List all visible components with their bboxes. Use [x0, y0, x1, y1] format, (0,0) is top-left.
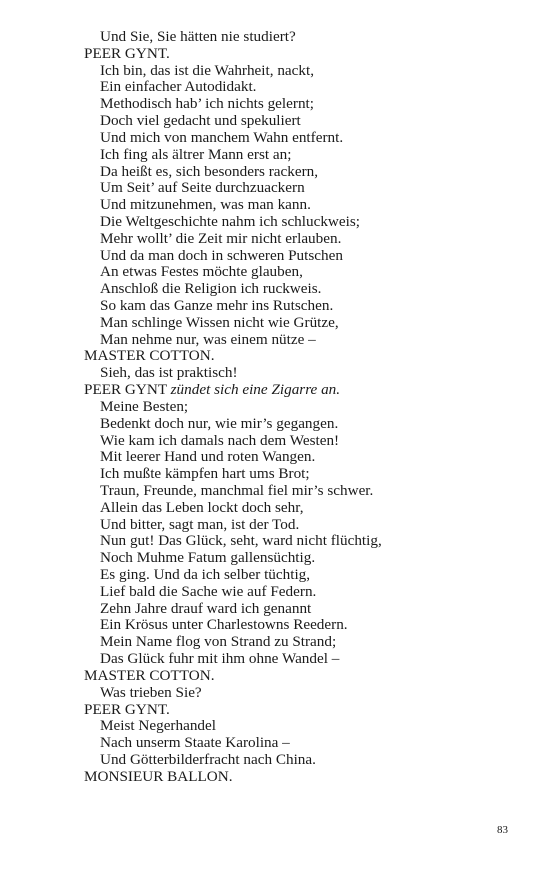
verse-line: [84, 180, 524, 197]
verse-text: Da heißt es, sich besonders rackern,: [100, 162, 319, 180]
stage-direction: zündet sich eine Zigarre an.: [170, 381, 341, 399]
verse-line: [84, 298, 524, 315]
verse-line: [84, 550, 524, 567]
verse-line: [84, 685, 524, 702]
verse-text: Nach unserm Staate Karolina –: [100, 734, 290, 752]
verse-line: [84, 281, 524, 298]
speaker-name: [84, 702, 524, 719]
verse-text: Methodisch hab’ ich nichts gelernt;: [100, 95, 314, 113]
verse-line: [84, 130, 524, 147]
speaker-name: [84, 382, 524, 399]
verse-text: So kam das Ganze mehr ins Rutschen.: [100, 297, 334, 314]
verse-line: [84, 416, 524, 433]
verse-line: [84, 63, 524, 80]
verse-text: Ich mußte kämpfen hart ums Brot;: [100, 465, 310, 483]
verse-text: Sieh, das ist praktisch!: [100, 364, 238, 382]
verse-text: Traun, Freunde, manchmal fiel mir’s schwer.: [100, 481, 374, 499]
verse-text: Und mich von manchem Wahn entfernt.: [100, 128, 344, 146]
page-number: 83: [497, 824, 508, 836]
verse-text: Man schlinge Wissen nicht wie Grütze,: [100, 313, 339, 331]
verse-text: Mit leerer Hand und roten Wangen.: [100, 448, 316, 466]
verse-text: Ein Krösus unter Charlestowns Reedern.: [100, 616, 348, 634]
verse-text: Um Seit’ auf Seite durchzuackern: [100, 179, 305, 197]
verse-line: [84, 164, 524, 181]
verse-line: [84, 29, 524, 46]
verse-text: Allein das Leben lockt doch sehr,: [100, 498, 304, 516]
speaker-label: PEER GYNT.: [84, 700, 170, 718]
verse-text: Das Glück fuhr mit ihm ohne Wandel –: [100, 650, 340, 668]
verse-line: [84, 483, 524, 500]
verse-text: Ein einfacher Autodidakt.: [100, 78, 257, 96]
verse-text: Bedenkt doch nur, wie mir’s gegangen.: [100, 414, 339, 432]
verse-line: [84, 231, 524, 248]
verse-line: [84, 96, 524, 113]
verse-line: [84, 365, 524, 382]
verse-line: [84, 533, 524, 550]
verse-line: [84, 113, 524, 130]
verse-line: [84, 466, 524, 483]
verse-text: Man nehme nur, was einem nütze –: [100, 330, 316, 348]
speaker-name: [84, 668, 524, 685]
speaker-label: PEER GYNT: [84, 381, 167, 399]
verse-line: [84, 79, 524, 96]
verse-text: Anschloß die Religion ich ruckweis.: [100, 280, 322, 298]
verse-line: [84, 264, 524, 281]
verse-line: [84, 601, 524, 618]
verse-text: An etwas Festes möchte glauben,: [100, 263, 303, 281]
speaker-name: [84, 46, 524, 63]
verse-text: Es ging. Und da ich selber tüchtig,: [100, 566, 311, 583]
verse-text: Und Götterbilderfracht nach China.: [100, 750, 316, 768]
speaker-name: [84, 769, 524, 786]
verse-line: [84, 197, 524, 214]
verse-line: [84, 399, 524, 416]
verse-text: Mein Name flog von Strand zu Strand;: [100, 633, 337, 651]
verse-text: Wie kam ich damals nach dem Westen!: [100, 431, 340, 449]
verse-line: [84, 567, 524, 584]
verse-line: [84, 617, 524, 634]
verse-text: Meist Negerhandel: [100, 717, 216, 735]
verse-text: Mehr wollt’ die Zeit mir nicht erlauben.: [100, 229, 342, 247]
verse-text: Doch viel gedacht und spekuliert: [100, 112, 301, 130]
speaker-label: MASTER COTTON.: [84, 666, 215, 684]
verse-text: Und da man doch in schweren Putschen: [100, 246, 343, 264]
verse-text: Was trieben Sie?: [100, 683, 202, 701]
verse-text: Lief bald die Sache wie auf Federn.: [100, 582, 317, 600]
verse-line: [84, 517, 524, 534]
verse-text: Die Weltgeschichte nahm ich schluckweis;: [100, 212, 360, 230]
verse-line: [84, 433, 524, 450]
verse-line: [84, 449, 524, 466]
verse-text: Nun gut! Das Glück, seht, ward nicht flüchtig,: [100, 532, 382, 550]
verse-line: [84, 651, 524, 668]
speaker-label: MASTER COTTON.: [84, 347, 215, 365]
verse-text: Zehn Jahre drauf ward ich genannt: [100, 599, 312, 617]
speaker-name: [84, 348, 524, 365]
verse-line: [84, 718, 524, 735]
verse-line: [84, 315, 524, 332]
speaker-label: MONSIEUR BALLON.: [84, 767, 233, 785]
verse-line: [84, 214, 524, 231]
verse-line: [84, 147, 524, 164]
play-text: [84, 29, 524, 786]
verse-text: Und bitter, sagt man, ist der Tod.: [100, 515, 300, 533]
verse-line: [84, 735, 524, 752]
verse-line: [84, 752, 524, 769]
speaker-label: PEER GYNT.: [84, 44, 170, 62]
verse-line: [84, 500, 524, 517]
verse-text: Noch Muhme Fatum gallensüchtig.: [100, 549, 316, 567]
verse-line: [84, 248, 524, 265]
verse-text: Ich bin, das ist die Wahrheit, nackt,: [100, 61, 315, 79]
verse-text: Meine Besten;: [100, 397, 189, 415]
verse-line: [84, 332, 524, 349]
verse-line: [84, 634, 524, 651]
verse-text: Ich fing als ältrer Mann erst an;: [100, 145, 292, 163]
verse-line: [84, 584, 524, 601]
verse-text: Und mitzunehmen, was man kann.: [100, 196, 311, 214]
verse-text: Und Sie, Sie hätten nie studiert?: [100, 28, 296, 45]
